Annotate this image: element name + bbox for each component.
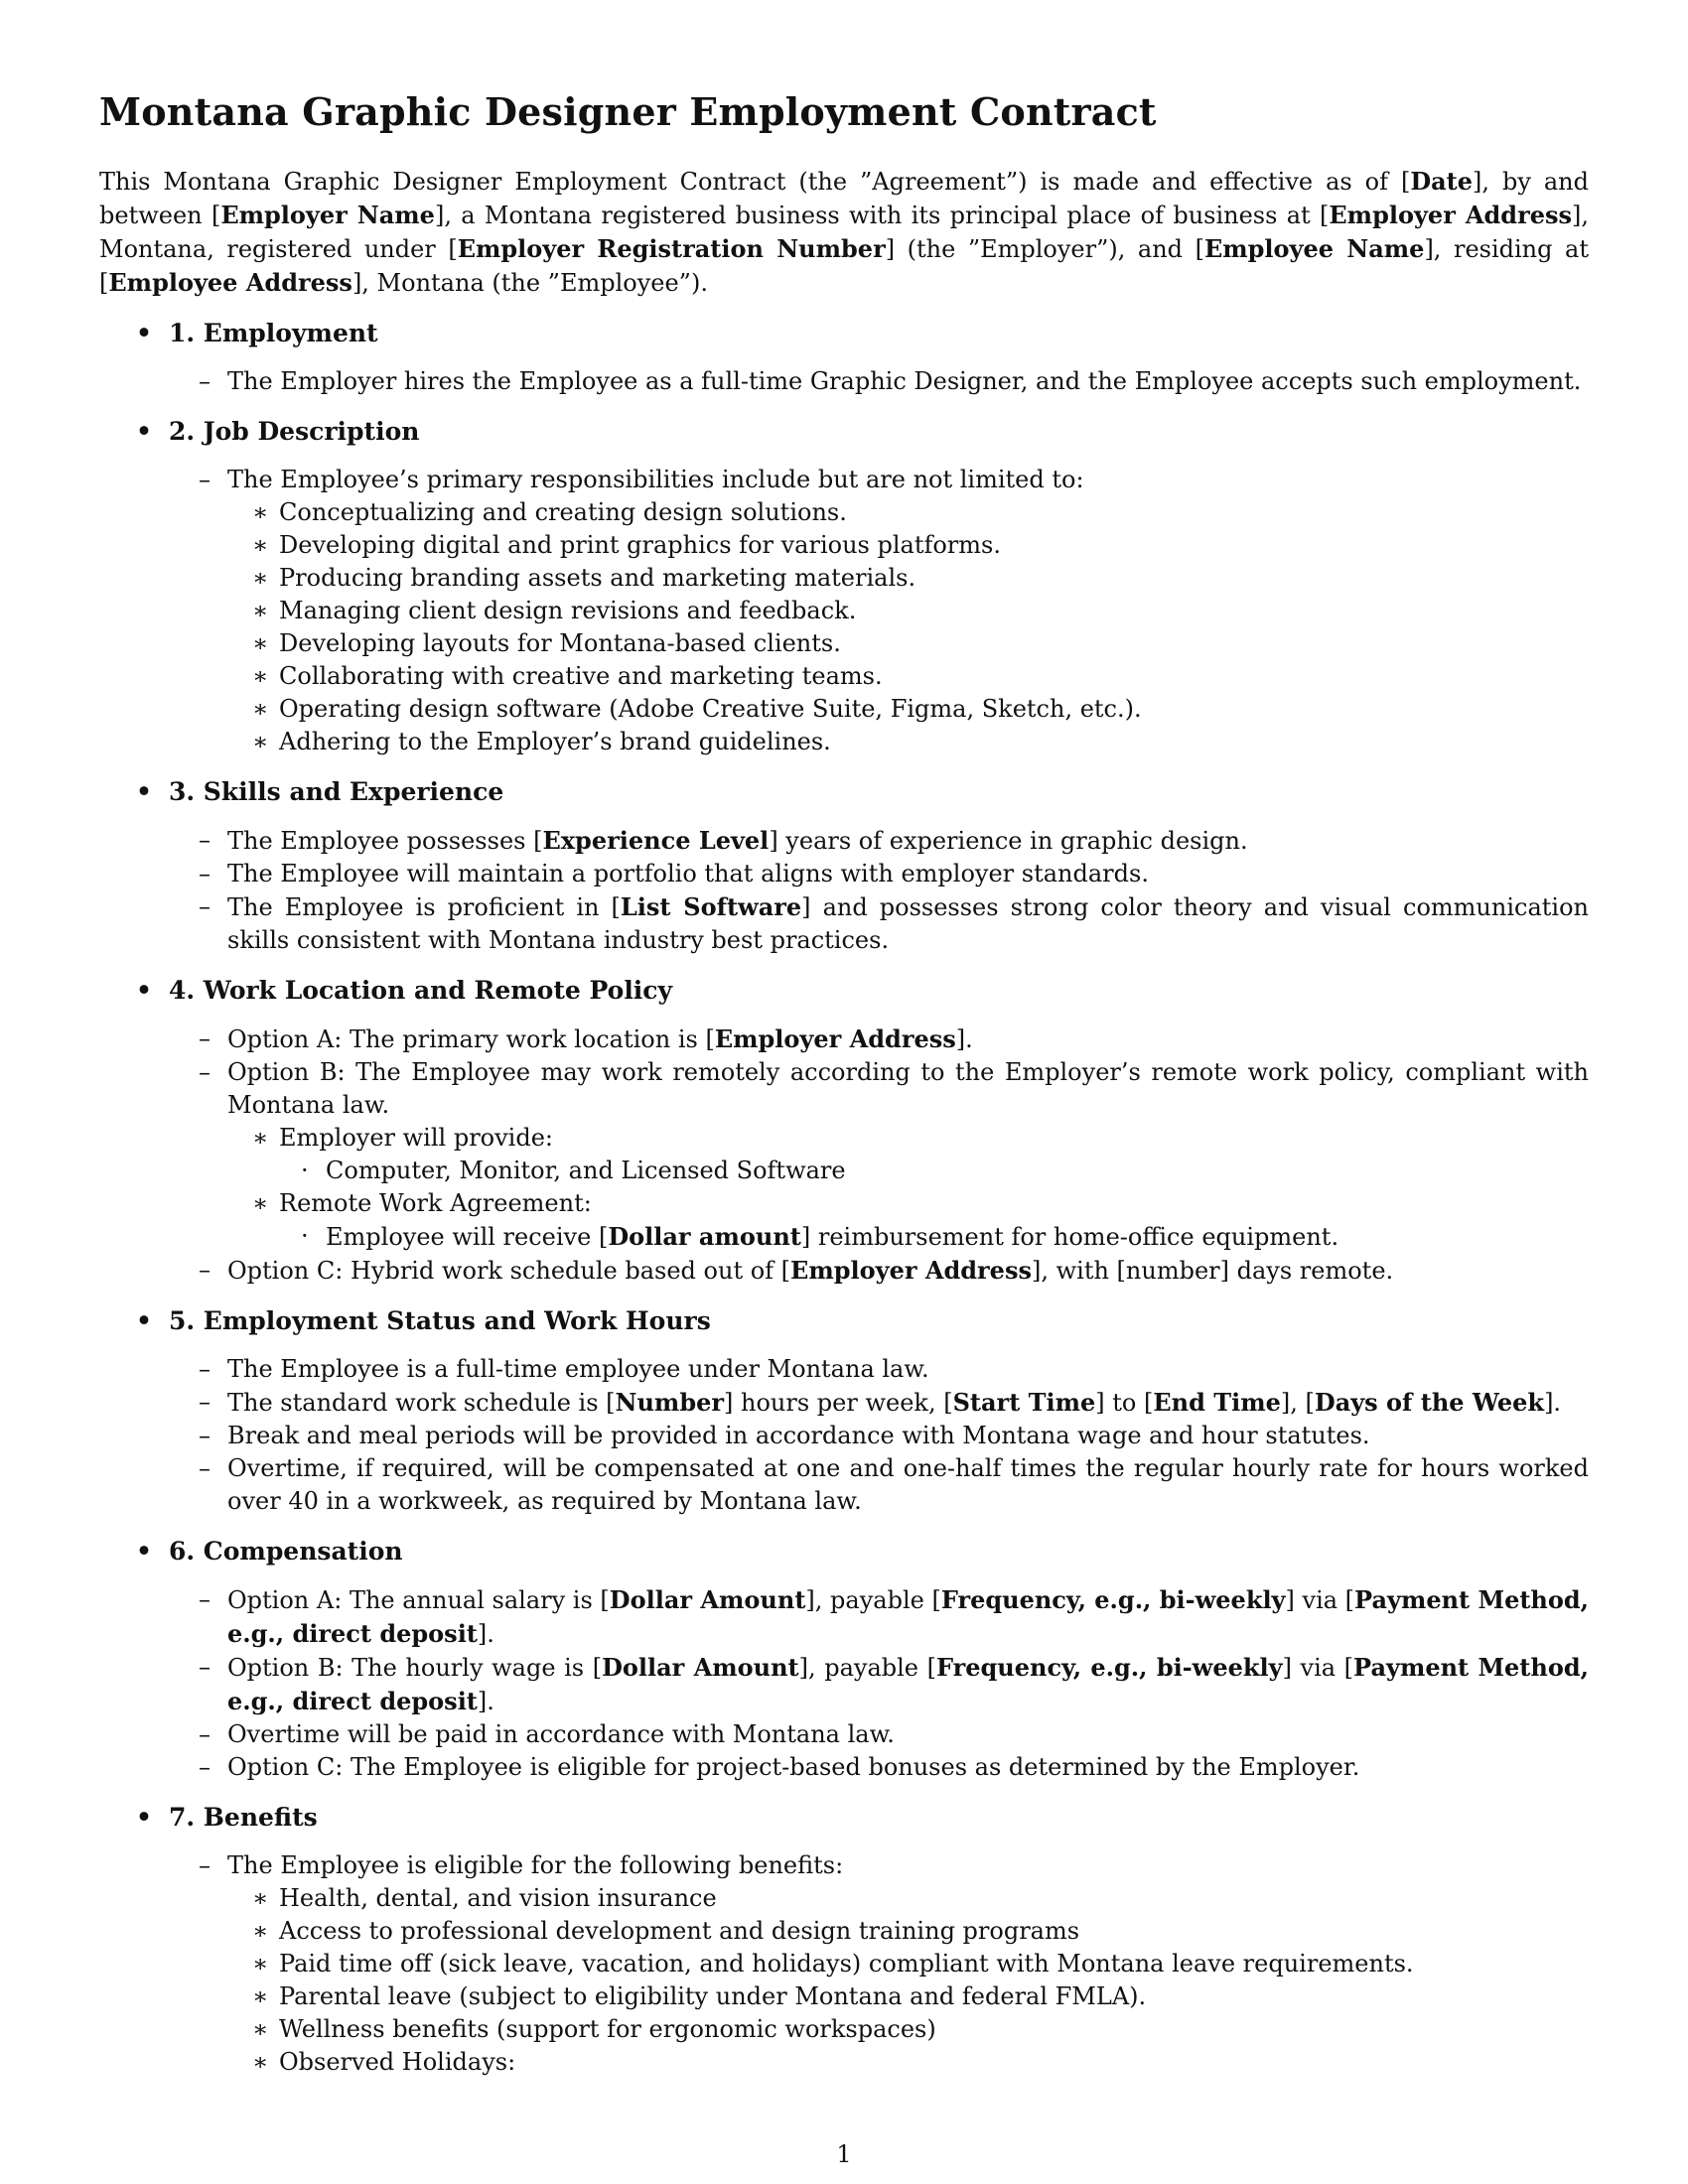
- list-marker: –: [199, 1585, 211, 1613]
- list-item: [99, 1651, 1589, 1718]
- text-run: The standard work schedule is [: [227, 1389, 616, 1417]
- list-marker: –: [199, 1058, 211, 1086]
- placeholder-field: List Software: [620, 892, 802, 921]
- bullet-icon: •: [136, 319, 152, 347]
- text-run: ], a Montana registered business with its principal place of business at: [434, 202, 1321, 229]
- placeholder-field: Employer Address: [790, 1256, 1032, 1285]
- placeholder-field: Experience Level: [542, 826, 770, 855]
- sections-list: [99, 317, 1589, 2079]
- list-marker: –: [199, 826, 211, 854]
- text-run: ], with [number] days remote.: [1031, 1257, 1394, 1285]
- list-item: [99, 496, 1589, 529]
- text-run: Option B: The hourly wage is [: [227, 1654, 603, 1682]
- text-run: This Montana Graphic Designer Employment Contract (the ”Agreement”) is made and effective as of: [99, 168, 1401, 196]
- list-item: [99, 1452, 1589, 1518]
- text-run: ] (the ”Employer”), and: [885, 235, 1196, 263]
- list-marker: ∗: [252, 1189, 269, 1217]
- text-run: ] years of experience in graphic design.: [769, 827, 1248, 855]
- list-marker: ∗: [252, 1884, 269, 1912]
- list-marker: –: [199, 1256, 211, 1284]
- text-run: Developing layouts for Montana-based clients.: [279, 629, 841, 657]
- text-run: [: [211, 202, 221, 229]
- list-item: [99, 1353, 1589, 1386]
- text-run: ] to [: [1095, 1389, 1154, 1417]
- text-run: Parental leave (subject to eligibility under Montana and federal FMLA).: [279, 1982, 1147, 2010]
- placeholder-field: Employee Name: [1203, 234, 1425, 263]
- section-heading-text: 7. Benefits: [169, 1803, 318, 1832]
- list-item: [99, 1915, 1589, 1948]
- list-marker: ·: [301, 1157, 309, 1184]
- list-item: [99, 1122, 1589, 1155]
- section: [99, 974, 1589, 1288]
- list-item: [99, 1980, 1589, 2013]
- placeholder-field: Start Time: [952, 1388, 1096, 1417]
- text-run: The Employee will maintain a portfolio that aligns with employer standards.: [227, 860, 1149, 887]
- section: [99, 775, 1589, 957]
- placeholder-field: Frequency, e.g., bi-weekly: [940, 1585, 1286, 1614]
- text-run: Option A: The primary work location is [: [227, 1025, 715, 1053]
- section: [99, 1535, 1589, 1784]
- list-item: [99, 1849, 1589, 1882]
- list-marker: ∗: [252, 1982, 269, 2010]
- placeholder-field: Employer Address: [714, 1024, 956, 1053]
- bullet-icon: •: [136, 1803, 152, 1832]
- list-item: [99, 627, 1589, 660]
- section-heading: [99, 317, 1589, 350]
- text-run: The Employee possesses [: [227, 827, 543, 855]
- list-item: [99, 1420, 1589, 1452]
- text-run: ].: [477, 1620, 494, 1648]
- list-marker: ∗: [252, 695, 269, 723]
- list-item: [99, 1155, 1589, 1187]
- placeholder-field: Days of the Week: [1314, 1388, 1545, 1417]
- list-item: [99, 1751, 1589, 1784]
- section-heading: [99, 1304, 1589, 1338]
- list-marker: –: [199, 1753, 211, 1781]
- section-heading-text: 6. Compensation: [169, 1537, 403, 1566]
- list-item: [99, 660, 1589, 693]
- list-item: [99, 1386, 1589, 1420]
- section-heading-text: 2. Job Description: [169, 417, 420, 446]
- placeholder-field: Employer Registration Number: [457, 234, 886, 263]
- list-item: [99, 1254, 1589, 1288]
- list-item: [99, 1718, 1589, 1751]
- text-run: ] and possesses strong color theory and visual communication skills consistent with Montana industry best practices.: [227, 893, 1589, 954]
- intro-paragraph: [99, 165, 1589, 300]
- list-marker: ∗: [252, 1124, 269, 1152]
- list-item: [99, 2013, 1589, 2046]
- bullet-icon: •: [136, 1306, 152, 1335]
- list-marker: –: [199, 1454, 211, 1482]
- text-run: Computer, Monitor, and Licensed Software: [326, 1157, 846, 1184]
- list-item: [99, 726, 1589, 758]
- section-heading-text: 3. Skills and Experience: [169, 777, 504, 806]
- placeholder-field: Employee Address: [108, 268, 352, 297]
- list-marker: ∗: [252, 531, 269, 559]
- placeholder-field: Employer Address: [1329, 201, 1573, 229]
- list-marker: –: [199, 466, 211, 493]
- list-marker: –: [199, 860, 211, 887]
- list-item: [99, 562, 1589, 595]
- text-run: Health, dental, and vision insurance: [279, 1884, 717, 1912]
- document-content: [99, 85, 1589, 2079]
- text-run: ], by and between: [99, 168, 1589, 229]
- list-item: [99, 1882, 1589, 1915]
- placeholder-field: Employer Name: [220, 201, 435, 229]
- placeholder-field: Dollar amount: [608, 1222, 801, 1251]
- text-run: Option C: Hybrid work schedule based out of [: [227, 1257, 791, 1285]
- list-item: [99, 365, 1589, 398]
- list-item: [99, 824, 1589, 858]
- document-title: Montana Graphic Designer Employment Contract: [99, 89, 1157, 134]
- list-marker: –: [199, 1355, 211, 1383]
- placeholder-field: Frequency, e.g., bi-weekly: [935, 1653, 1283, 1682]
- list-item: [99, 1187, 1589, 1220]
- section-heading: [99, 415, 1589, 449]
- text-run: The Employer hires the Employee as a full-time Graphic Designer, and the Employee accepts such employment.: [227, 367, 1582, 395]
- placeholder-field: Dollar Amount: [609, 1585, 806, 1614]
- list-marker: –: [199, 892, 211, 920]
- section-heading: [99, 1801, 1589, 1835]
- text-run: [: [1320, 202, 1330, 229]
- list-marker: ·: [301, 1222, 309, 1250]
- placeholder-field: Date: [1410, 167, 1474, 196]
- text-run: ].: [1544, 1389, 1562, 1417]
- list-marker: ∗: [252, 498, 269, 526]
- text-run: Developing digital and print graphics for various platforms.: [279, 531, 1001, 559]
- list-marker: ∗: [252, 1917, 269, 1945]
- list-marker: –: [199, 1422, 211, 1449]
- text-run: Employer will provide:: [279, 1124, 553, 1152]
- text-run: ] reimbursement for home-office equipment.: [800, 1223, 1339, 1251]
- text-run: Overtime will be paid in accordance with Montana law.: [227, 1720, 895, 1748]
- text-run: Producing branding assets and marketing materials.: [279, 564, 916, 592]
- placeholder-field: Payment Method, e.g., direct deposit: [227, 1585, 1590, 1648]
- list-item: [99, 1583, 1589, 1651]
- text-run: ], [: [1280, 1389, 1315, 1417]
- list-item: [99, 1220, 1589, 1254]
- text-run: ].: [955, 1025, 973, 1053]
- text-run: Conceptualizing and creating design solutions.: [279, 498, 847, 526]
- section-heading: [99, 974, 1589, 1008]
- text-run: Overtime, if required, will be compensated at one and one-half times the regular hourly rate for hours worked over 40 in a workweek, as required by Montana law.: [227, 1454, 1589, 1515]
- text-run: [: [448, 235, 458, 263]
- text-run: The Employee is eligible for the following benefits:: [227, 1851, 844, 1879]
- text-run: The Employee is proficient in [: [227, 893, 621, 921]
- section-heading-text: 5. Employment Status and Work Hours: [169, 1306, 711, 1335]
- bullet-icon: •: [136, 976, 152, 1005]
- text-run: Paid time off (sick leave, vacation, and holidays) compliant with Montana leave requirements.: [279, 1950, 1414, 1978]
- text-run: Managing client design revisions and feedback.: [279, 597, 857, 624]
- list-item: [99, 1948, 1589, 1980]
- text-run: Option B: The Employee may work remotely according to the Employer’s remote work policy, compliant with Montana law.: [227, 1058, 1589, 1119]
- list-marker: ∗: [252, 1950, 269, 1978]
- text-run: ].: [477, 1688, 494, 1715]
- text-run: [: [1400, 168, 1411, 196]
- list-marker: –: [199, 1388, 211, 1416]
- list-marker: –: [199, 1024, 211, 1052]
- section: [99, 415, 1589, 758]
- list-marker: –: [199, 1653, 211, 1681]
- text-run: Operating design software (Adobe Creative Suite, Figma, Sketch, etc.).: [279, 695, 1142, 723]
- text-run: ], Montana, registered under: [99, 202, 1590, 263]
- list-item: [99, 858, 1589, 890]
- section-heading: [99, 775, 1589, 809]
- text-run: The Employee’s primary responsibilities include but are not limited to:: [227, 466, 1084, 493]
- bullet-icon: •: [136, 417, 152, 446]
- list-item: [99, 464, 1589, 496]
- section-heading-text: 4. Work Location and Remote Policy: [169, 976, 673, 1005]
- list-item: [99, 890, 1589, 957]
- text-run: Option C: The Employee is eligible for project-based bonuses as determined by the Employer.: [227, 1753, 1360, 1781]
- text-run: ], payable [: [805, 1586, 941, 1614]
- placeholder-field: Payment Method, e.g., direct deposit: [227, 1653, 1589, 1715]
- bullet-icon: •: [136, 777, 152, 806]
- text-run: Collaborating with creative and marketing teams.: [279, 662, 883, 690]
- section: [99, 1801, 1589, 2079]
- list-marker: –: [199, 367, 211, 395]
- text-run: Option A: The annual salary is [: [227, 1586, 610, 1614]
- page-number: 1: [836, 2140, 852, 2168]
- text-run: Adhering to the Employer’s brand guidelines.: [279, 728, 831, 755]
- text-run: [: [99, 269, 109, 297]
- list-marker: ∗: [252, 597, 269, 624]
- text-run: ], payable [: [798, 1654, 936, 1682]
- section: [99, 317, 1589, 398]
- list-item: [99, 595, 1589, 627]
- text-run: [: [1195, 235, 1204, 263]
- text-run: ] via [: [1282, 1654, 1354, 1682]
- text-run: Observed Holidays:: [279, 2048, 516, 2076]
- text-run: Remote Work Agreement:: [279, 1189, 592, 1217]
- list-item: [99, 1056, 1589, 1122]
- list-marker: ∗: [252, 2048, 269, 2076]
- list-item: [99, 2046, 1589, 2079]
- section-heading: [99, 1535, 1589, 1569]
- text-run: ], Montana (the ”Employee”).: [352, 269, 708, 297]
- list-marker: ∗: [252, 728, 269, 755]
- list-marker: ∗: [252, 564, 269, 592]
- text-run: Break and meal periods will be provided in accordance with Montana wage and hour statutes.: [227, 1422, 1370, 1449]
- text-run: ] via [: [1285, 1586, 1355, 1614]
- list-marker: ∗: [252, 2015, 269, 2043]
- text-run: Employee will receive [: [326, 1223, 609, 1251]
- placeholder-field: Number: [615, 1388, 725, 1417]
- text-run: ], residing at: [1424, 235, 1589, 263]
- list-item: [99, 529, 1589, 562]
- list-item: [99, 1023, 1589, 1056]
- list-marker: –: [199, 1720, 211, 1748]
- list-item: [99, 693, 1589, 726]
- section: [99, 1304, 1589, 1518]
- text-run: Wellness benefits (support for ergonomic workspaces): [279, 2015, 936, 2043]
- list-marker: ∗: [252, 629, 269, 657]
- text-run: Access to professional development and design training programs: [279, 1917, 1080, 1945]
- bullet-icon: •: [136, 1537, 152, 1566]
- text-run: The Employee is a full-time employee under Montana law.: [227, 1355, 929, 1383]
- text-run: ] hours per week, [: [724, 1389, 953, 1417]
- section-heading-text: 1. Employment: [169, 319, 378, 347]
- list-marker: –: [199, 1851, 211, 1879]
- placeholder-field: Dollar Amount: [602, 1653, 799, 1682]
- placeholder-field: End Time: [1153, 1388, 1281, 1417]
- list-marker: ∗: [252, 662, 269, 690]
